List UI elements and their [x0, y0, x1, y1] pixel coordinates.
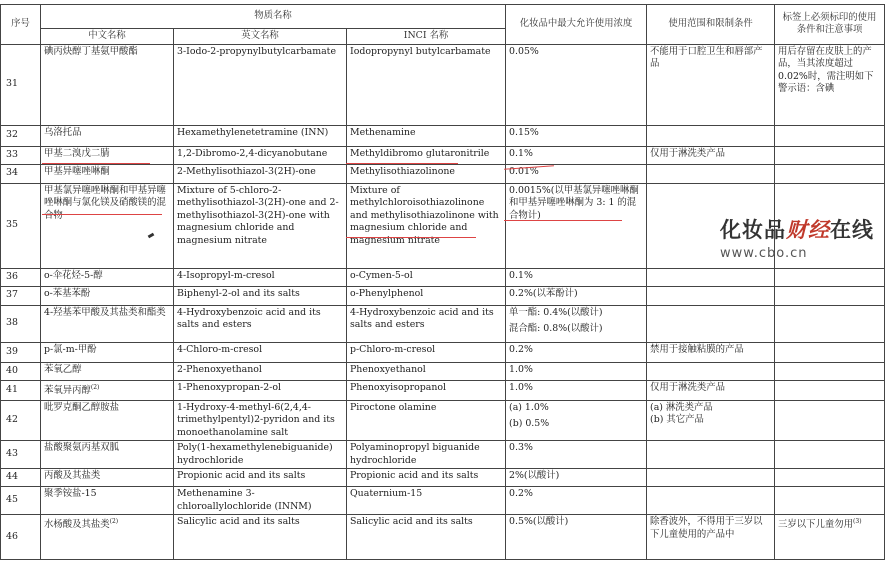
underline-conc-35	[504, 220, 622, 221]
cell-range-conditions	[647, 286, 775, 305]
cell-chinese-name: p-氯-m-甲酚	[41, 342, 174, 362]
cell-seq: 32	[1, 125, 41, 146]
col-chinese-name: 中文名称	[41, 29, 174, 45]
cell-range-conditions	[647, 164, 775, 183]
cell-seq: 43	[1, 441, 41, 469]
cell-max-concentration: 单一酯: 0.4%(以酸计) 混合酯: 0.8%(以酸计)	[506, 305, 647, 342]
cell-chinese-name: o-苯基苯酚	[41, 286, 174, 305]
cell-chinese-name: 吡罗克酮乙醇胺盐	[41, 400, 174, 441]
cell-max-concentration: (a) 1.0% (b) 0.5%	[506, 400, 647, 441]
cell-english-name: Poly(1-hexamethylenebiguanide) hydrochloride	[174, 441, 347, 469]
cell-seq: 31	[1, 44, 41, 125]
cell-range-conditions: 仅用于淋洗类产品	[647, 380, 775, 400]
cell-label-conditions	[775, 268, 885, 286]
cell-label-conditions	[775, 286, 885, 305]
cell-label-conditions	[775, 400, 885, 441]
table-row	[1, 342, 885, 362]
cell-inci-name: Piroctone olamine	[347, 400, 506, 441]
cell-inci-name: Phenoxyethanol	[347, 362, 506, 380]
table-row	[1, 515, 885, 560]
cell-max-concentration: 2%(以酸计)	[506, 469, 647, 487]
cell-english-name: 4-Isopropyl-m-cresol	[174, 268, 347, 286]
cell-chinese-name: 甲基异噻唑啉酮	[41, 164, 174, 183]
cell-inci-name: Mixture of methylchloroisothiazolinone and methylisothiazolinone with magnesium chloride and magnesium nitrate	[347, 183, 506, 268]
cell-label-conditions	[775, 380, 885, 400]
cell-range-conditions	[647, 268, 775, 286]
cell-chinese-name: 苯氧异丙醇$^{(2)}$	[41, 380, 174, 400]
cell-english-name: 1-Hydroxy-4-methyl-6(2,4,4-trimethylpentyl)2-pyridon and its monoethanolamine salt	[174, 400, 347, 441]
col-english-name: 英文名称	[174, 29, 347, 45]
cell-seq: 36	[1, 268, 41, 286]
watermark-brand: 化妆品财经在线	[720, 218, 874, 242]
col-seq: 序号	[1, 5, 41, 45]
cell-label-conditions	[775, 164, 885, 183]
cell-english-name: 2-Phenoxyethanol	[174, 362, 347, 380]
cell-label-conditions	[775, 305, 885, 342]
cell-inci-name: Iodopropynyl butylcarbamate	[347, 44, 506, 125]
cell-seq: 39	[1, 342, 41, 362]
cell-max-concentration: 0.05%	[506, 44, 647, 125]
cell-inci-name: Quaternium-15	[347, 487, 506, 515]
cell-max-concentration: 1.0%	[506, 380, 647, 400]
table-row	[1, 44, 885, 125]
cell-seq: 40	[1, 362, 41, 380]
cell-label-conditions: 用后存留在皮肤上的产品，当其浓度超过 0.02%时，需注明如下警示语：含碘	[775, 44, 885, 125]
col-inci-name: INCI 名称	[347, 29, 506, 45]
cell-max-concentration: 0.5%(以酸计)	[506, 515, 647, 560]
cell-seq: 46	[1, 515, 41, 560]
cell-seq: 37	[1, 286, 41, 305]
cell-chinese-name: 碘丙炔醇丁基氨甲酸酯	[41, 44, 174, 125]
cell-range-conditions	[647, 305, 775, 342]
cell-max-concentration: 0.1%	[506, 268, 647, 286]
cell-label-conditions: 三岁以下儿童勿用$^{(3)}$	[775, 515, 885, 560]
table-row	[1, 380, 885, 400]
col-label-conditions: 标签上必须标印的使用条件和注意事项	[775, 5, 885, 45]
footnote-mark: (2)	[109, 518, 119, 525]
cell-label-conditions	[775, 441, 885, 469]
cell-max-concentration: 1.0%	[506, 362, 647, 380]
cell-range-conditions	[647, 125, 775, 146]
cell-seq: 45	[1, 487, 41, 515]
table-row	[1, 164, 885, 183]
cell-inci-name: Methyldibromo glutaronitrile	[347, 146, 506, 164]
cell-inci-name: Phenoxyisopropanol	[347, 380, 506, 400]
table-row	[1, 286, 885, 305]
cell-label-conditions	[775, 362, 885, 380]
cell-label-conditions	[775, 125, 885, 146]
table-row	[1, 400, 885, 441]
cell-english-name: Hexamethylenetetramine (INN)	[174, 125, 347, 146]
table-row	[1, 146, 885, 164]
cell-chinese-name: 聚季铵盐-15	[41, 487, 174, 515]
cell-seq: 41	[1, 380, 41, 400]
cell-range-conditions	[647, 469, 775, 487]
underline-inci-34	[346, 163, 458, 164]
cell-english-name: 4-Chloro-m-cresol	[174, 342, 347, 362]
watermark	[720, 214, 880, 261]
cell-inci-name: Propionic acid and its salts	[347, 469, 506, 487]
cell-seq: 38	[1, 305, 41, 342]
table-row	[1, 487, 885, 515]
cell-seq: 34	[1, 164, 41, 183]
cell-inci-name: 4-Hydroxybenzoic acid and its salts and esters	[347, 305, 506, 342]
cell-inci-name: o-Phenylphenol	[347, 286, 506, 305]
cell-inci-name: Methenamine	[347, 125, 506, 146]
cell-english-name: Propionic acid and its salts	[174, 469, 347, 487]
cell-inci-name: Methylisothiazolinone	[347, 164, 506, 183]
cell-english-name: 4-Hydroxybenzoic acid and its salts and esters	[174, 305, 347, 342]
cell-seq: 42	[1, 400, 41, 441]
underline-cn-35	[42, 214, 162, 215]
footnote-mark: (3)	[853, 518, 862, 525]
footnote-mark: (2)	[90, 383, 100, 391]
table-row	[1, 362, 885, 380]
cell-range-conditions: 不能用于口腔卫生和唇部产品	[647, 44, 775, 125]
cell-chinese-name: 4-羟基苯甲酸及其盐类和酯类	[41, 305, 174, 342]
cell-max-concentration: 0.2%	[506, 342, 647, 362]
cell-chinese-name: 苯氧乙醇	[41, 362, 174, 380]
cell-max-concentration: 0.0015%(以甲基氯异噻唑啉酮和甲基异噻唑啉酮为 3: 1 的混合物计)	[506, 183, 647, 268]
cell-chinese-name: 乌洛托品	[41, 125, 174, 146]
cell-english-name: 3-Iodo-2-propynylbutylcarbamate	[174, 44, 347, 125]
table-row	[1, 125, 885, 146]
cell-seq: 44	[1, 469, 41, 487]
cell-chinese-name: o-伞花烃-5-醇	[41, 268, 174, 286]
cell-range-conditions: (a) 淋洗类产品 (b) 其它产品	[647, 400, 775, 441]
col-substance-name: 物质名称	[41, 5, 506, 29]
table-row	[1, 268, 885, 286]
underline-inci-35	[346, 237, 476, 238]
cell-seq: 33	[1, 146, 41, 164]
cell-range-conditions	[647, 362, 775, 380]
cell-seq: 35	[1, 183, 41, 268]
cell-label-conditions	[775, 487, 885, 515]
table-row	[1, 441, 885, 469]
cell-inci-name: Polyaminopropyl biguanide hydrochloride	[347, 441, 506, 469]
cell-range-conditions: 禁用于接触粘膜的产品	[647, 342, 775, 362]
cell-range-conditions: 仅用于淋洗类产品	[647, 146, 775, 164]
cell-max-concentration: 0.15%	[506, 125, 647, 146]
underline-cn-34	[42, 163, 150, 164]
table-row	[1, 469, 885, 487]
cell-english-name: Biphenyl-2-ol and its salts	[174, 286, 347, 305]
cell-chinese-name: 盐酸聚氨丙基双胍	[41, 441, 174, 469]
table-row	[1, 305, 885, 342]
cell-max-concentration: 0.2%(以苯酚计)	[506, 286, 647, 305]
preservatives-table	[0, 4, 885, 560]
cell-chinese-name: 水杨酸及其盐类$^{(2)}$	[41, 515, 174, 560]
cell-inci-name: p-Chloro-m-cresol	[347, 342, 506, 362]
cell-label-conditions	[775, 469, 885, 487]
cell-chinese-name: 丙酸及其盐类	[41, 469, 174, 487]
cell-english-name: 1-Phenoxypropan-2-ol	[174, 380, 347, 400]
cell-max-concentration: 0.3%	[506, 441, 647, 469]
cell-max-concentration: 0.1%	[506, 146, 647, 164]
cell-max-concentration: 0.2%	[506, 487, 647, 515]
watermark-url: www.cbo.cn	[720, 246, 808, 261]
cell-label-conditions	[775, 342, 885, 362]
cell-english-name: 2-Methylisothiazol-3(2H)-one	[174, 164, 347, 183]
cell-english-name: Mixture of 5-chloro-2-methylisothiazol-3(2H)-one and 2-methylisothiazol-3(2H)-one with magnesium chloride and magnesium nitrate	[174, 183, 347, 268]
cell-range-conditions	[647, 487, 775, 515]
cell-english-name: Salicylic acid and its salts	[174, 515, 347, 560]
cell-label-conditions	[775, 146, 885, 164]
cell-chinese-name: 甲基二溴戊二腈	[41, 146, 174, 164]
cell-chinese-name: 甲基氯异噻唑啉酮和甲基异噻唑啉酮与氯化镁及硝酸镁的混合物	[41, 183, 174, 268]
cell-inci-name: Salicylic acid and its salts	[347, 515, 506, 560]
cell-range-conditions	[647, 441, 775, 469]
cell-english-name: 1,2-Dibromo-2,4-dicyanobutane	[174, 146, 347, 164]
cell-inci-name: o-Cymen-5-ol	[347, 268, 506, 286]
cell-max-concentration: 0.01%	[506, 164, 647, 183]
cell-english-name: Methenamine 3-chloroallylochloride (INNM)	[174, 487, 347, 515]
col-range-conditions: 使用范围和限制条件	[647, 5, 775, 45]
cell-range-conditions: 除香波外，不得用于三岁以下儿童使用的产品中	[647, 515, 775, 560]
col-max-concentration: 化妆品中最大允许使用浓度	[506, 5, 647, 45]
